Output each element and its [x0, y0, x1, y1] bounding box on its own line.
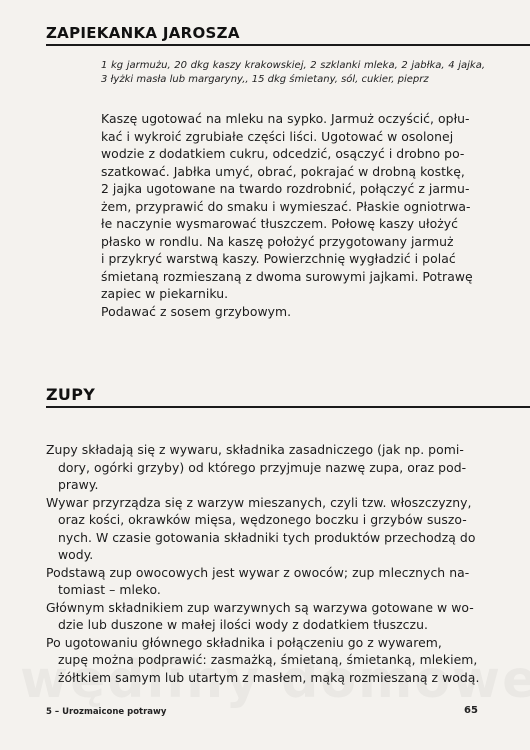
instruction-line: zapiec w piekarniku. — [101, 286, 229, 301]
soup-text-line: Po ugotowaniu głównego składnika i połączeniu go z wywarem, — [46, 634, 442, 650]
instruction-line: łe naczynie wysmarować tłuszczem. Połowę kaszy ułożyć — [101, 216, 459, 231]
soup-text-line: dory, ogórki grzyby) od którego przyjmuje nazwę zupa, oraz pod- — [46, 459, 467, 475]
soup-text-line: Zupy składają się z wywaru, składnika zasadniczego (jak np. pomi- — [46, 442, 464, 457]
soup-text-line: zupę można podprawić: zasmażką, śmietaną, śmietanką, mlekiem, — [46, 652, 478, 667]
soup-text-line: prawy. — [46, 477, 99, 492]
ingredients-list: 1 kg jarmużu, 20 dkg kaszy krakowskiej, 2 szklanki mleka, 2 jabłka, 4 jajka, 3 łyżki masła lub margaryny,, 15 dkg śmietany, sól, cukier, pieprz — [101, 60, 485, 85]
soup-text-line: żółtkiem samym lub utartym z masłem, mąką rozmieszaną z wodą. — [46, 669, 480, 685]
soup-text-line: dzie lub duszone w małej ilości wody z dodatkiem tłuszczu. — [46, 617, 428, 632]
instruction-line: Kaszę ugotować na mleku na sypko. Jarmuż oczyścić, opłu- — [101, 111, 470, 126]
recipe-instructions — [101, 110, 473, 320]
serving-note: Podawać z sosem grzybowym. — [101, 303, 292, 319]
footer-chapter-note: 5 – Urozmaicone potrawy — [46, 707, 167, 717]
instruction-line: wodzie z dodatkiem cukru, odcedzić, osączyć i drobno po- — [101, 146, 465, 161]
soup-text-line: wody. — [46, 547, 94, 562]
instruction-line: żem, przyprawić do smaku i wymieszać. Płaskie ogniotrwa- — [101, 198, 471, 214]
instruction-line: płasko w rondlu. Na kaszę położyć przygotowany jarmuż — [101, 233, 454, 249]
recipe-title-rule — [46, 44, 530, 46]
section-title-rule — [46, 406, 530, 408]
soup-text-line: Wywar przyrządza się z warzyw mieszanych, czyli tzw. włoszczyzny, — [46, 494, 472, 510]
soup-text-line: Podstawą zup owocowych jest wywar z owoców; zup mlecznych na- — [46, 564, 470, 580]
instruction-line: i przykryć warstwą kaszy. Powierzchnię wygładzić i polać — [101, 251, 456, 266]
instruction-line: śmietaną rozmieszaną z dwoma surowymi jajkami. Potrawę — [101, 268, 473, 284]
page-number: 65 — [464, 705, 478, 716]
instruction-line: 2 jajka ugotowane na twardo rozdrobnić, połączyć z jarmu- — [101, 181, 470, 196]
recipe-title: ZAPIEKANKA JAROSZA — [46, 24, 240, 42]
soup-section-text — [46, 441, 479, 686]
soup-text-line: oraz kości, okrawków mięsa, wędzonego boczku i grzybów suszo- — [46, 512, 467, 527]
soup-text-line: tomiast – mleko. — [46, 582, 161, 597]
section-title: ZUPY — [46, 385, 96, 404]
soup-text-line: Głównym składnikiem zup warzywnych są warzywa gotowane w wo- — [46, 599, 474, 615]
instruction-line: szatkować. Jabłka umyć, obrać, pokrajać w drobną kostkę, — [101, 163, 465, 179]
instruction-line: kać i wykroić zgrubiałe części liści. Ugotować w osolonej — [101, 128, 454, 144]
soup-text-line: nych. W czasie gotowania składniki tych produktów przechodzą do — [46, 529, 476, 545]
